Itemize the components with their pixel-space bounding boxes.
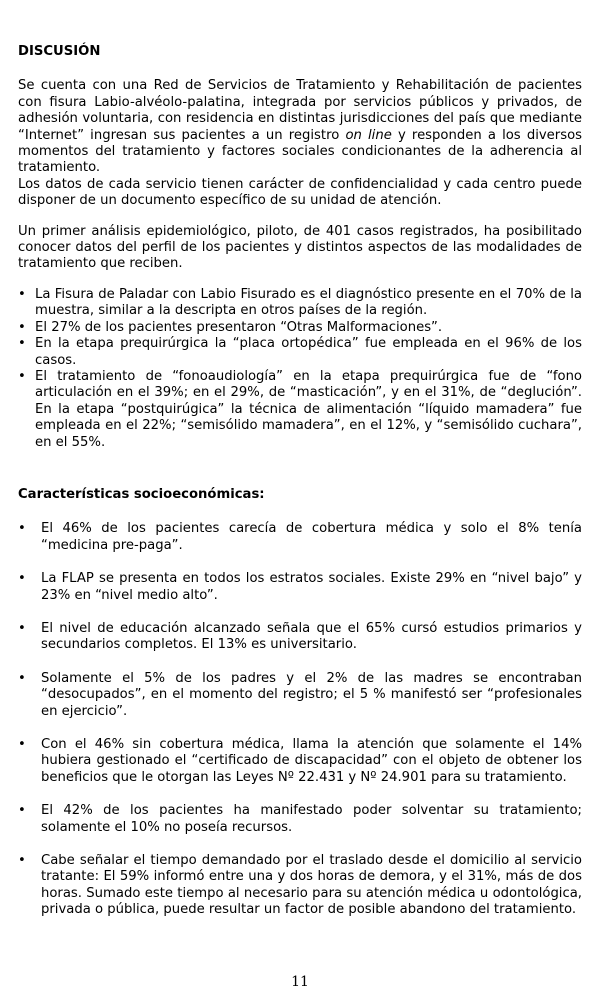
list-item — [18, 521, 582, 554]
bullet-icon: • — [18, 853, 26, 869]
list-item — [18, 621, 582, 654]
bullet-icon: • — [18, 670, 26, 686]
bullet-icon: • — [18, 368, 26, 384]
list-item-text: El 42% de los pacientes ha manifestado poder solventar su tratamiento; solamente el 10% no poseía recursos. — [41, 803, 582, 835]
discussion-paragraph-1 — [18, 78, 582, 176]
list-item — [18, 369, 582, 451]
list-item-text: El 27% de los pacientes presentaron “Otras Malformaciones”. — [35, 319, 443, 335]
list-item — [18, 320, 582, 336]
paragraph-italic-text: on line — [345, 127, 392, 143]
list-item — [18, 287, 582, 320]
list-item — [18, 853, 582, 919]
bullet-icon: • — [18, 521, 26, 537]
page-number: 11 — [291, 974, 309, 990]
discussion-heading: DISCUSIÓN — [18, 44, 101, 59]
discussion-bullet-list — [18, 287, 582, 451]
discussion-paragraph-2: Los datos de cada servicio tienen carácter de confidencialidad y cada centro puede disponer de un documento específico de su unidad de atención. — [18, 176, 582, 209]
socioeconomic-bullet-list — [18, 521, 582, 918]
list-item-text: El 46% de los pacientes carecía de cobertura médica y solo el 8% tenía “medicina pre-paga”. — [41, 521, 582, 553]
list-item — [18, 336, 582, 369]
bullet-icon: • — [18, 571, 26, 587]
list-item-text: El nivel de educación alcanzado señala que el 65% cursó estudios primarios y secundarios completos. El 13% es universitario. — [41, 620, 582, 653]
bullet-icon: • — [18, 803, 26, 819]
socioeconomic-heading: Características socioeconómicas: — [18, 486, 265, 502]
list-item — [18, 803, 582, 836]
list-item-text: La Fisura de Paladar con Labio Fisurado es el diagnóstico presente en el 70% de la muestra, similar a la descripta en otros países de la región. — [35, 286, 582, 319]
list-item — [18, 671, 582, 720]
paragraph-text: Se cuenta con una Red de Servicios de Tratamiento y Rehabilitación de pacientes con fisura Labio-alvéolo-palatina, integrada por servicios públicos y privados, de adhesión voluntaria, con residencia en distintas jurisdicciones del país que mediante “Internet” ingresan sus pacientes a un registro — [18, 78, 582, 143]
list-item-text: El tratamiento de “fonoaudiología” en la etapa prequirúrgica fue de “fono articulación en el 39%; en el 29%, de “masticación”, y en el 31%, de “deglución”. En la etapa “postquirúgica” la técnica de alimentación “líquido mamadera” fue empleada en el 22%; “semisólido mamadera”, en el 12%, y “semisólido cuchara”, en el 55%. — [35, 368, 582, 450]
paragraph-text: y responden a los diversos momentos del tratamiento y factores sociales condicionantes de la adherencia al tratamiento. — [18, 127, 583, 176]
bullet-icon: • — [18, 737, 26, 752]
bullet-icon: • — [18, 620, 26, 636]
list-item-text: En la etapa prequirúrgica la “placa ortopédica” fue empleada en el 96% de los casos. — [35, 336, 582, 368]
discussion-paragraph-3: Un primer análisis epidemiológico, piloto, de 401 casos registrados, ha posibilitado conocer datos del perfil de los pacientes y distintos aspectos de las modalidades de tratamiento que reciben. — [18, 223, 582, 272]
bullet-icon: • — [18, 319, 26, 335]
list-item-text: La FLAP se presenta en todos los estratos sociales. Existe 29% en “nivel bajo” y 23% en “nivel medio alto”. — [41, 571, 582, 603]
list-item-text: Con el 46% sin cobertura médica, llama la atención que solamente el 14% hubiera gestionado el “certificado de discapacidad” con el objeto de obtener los beneficios que le otorgan las Leyes Nº 22.431 y Nº 24.901 para su tratamiento. — [41, 737, 582, 785]
list-item-text: Cabe señalar el tiempo demandado por el traslado desde el domicilio al servicio tratante: El 59% informó entre una y dos horas de demora, y el 31%, más de dos horas. Sumado este tiempo al necesario para su atención médica u odontológica, privada o pública, puede resultar un factor de posible abandono del tratamiento. — [41, 853, 582, 918]
list-item-text: Solamente el 5% de los padres y el 2% de las madres se encontraban “desocupados”, en el momento del registro; el 5 % manifestó ser “profesionales en ejercicio”. — [41, 670, 582, 719]
list-item — [18, 737, 582, 786]
bullet-icon: • — [18, 286, 26, 302]
document-body — [18, 44, 582, 936]
bullet-icon: • — [18, 336, 26, 352]
list-item — [18, 571, 582, 604]
